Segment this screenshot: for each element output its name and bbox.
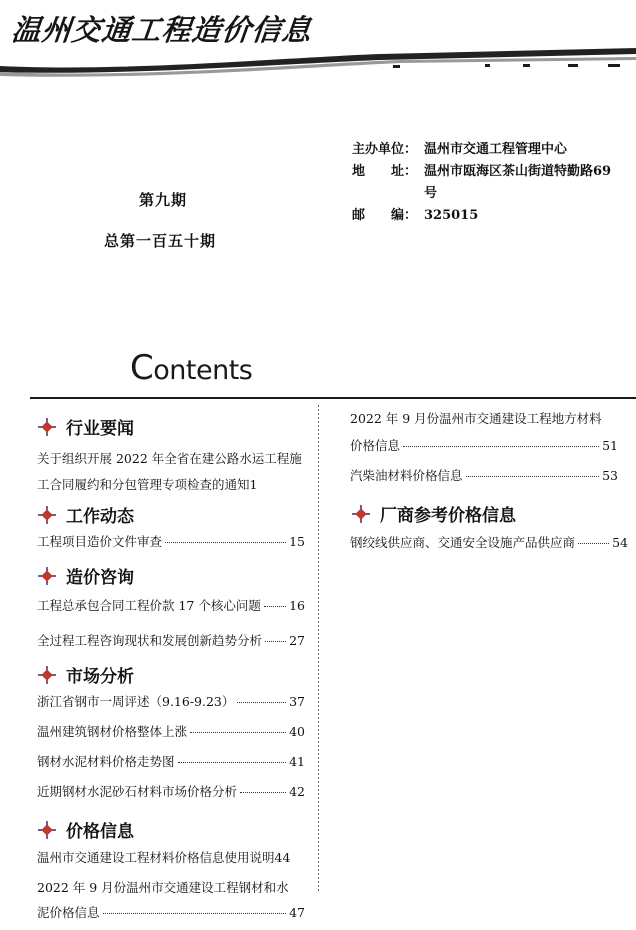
toc-entry[interactable]	[350, 535, 628, 551]
host-label: 主办单位：	[352, 142, 418, 157]
section-vendor	[352, 501, 516, 526]
column-divider	[318, 405, 319, 893]
toc-text: 关于组织开展 2022 年全省在建公路水运工程施工合同履约和分包管理专项检查的通知1	[37, 451, 302, 492]
toc-entry[interactable]	[37, 784, 305, 800]
toc-page: 54	[612, 535, 628, 550]
toc-entry[interactable]	[37, 534, 305, 550]
toc-text: 工程项目造价文件审查	[37, 534, 163, 549]
issue-total: 总第一百五十期	[104, 232, 217, 250]
decor-dash	[608, 64, 620, 67]
contents-first-letter: C	[130, 348, 154, 388]
toc-page: 27	[289, 633, 305, 648]
toc-text: 温州市交通建设工程材料价格信息使用说明44	[37, 850, 291, 865]
section-title: 造价咨询	[66, 568, 134, 588]
toc-entry[interactable]	[37, 633, 305, 649]
toc-text: 价格信息	[350, 438, 401, 453]
cross-icon	[352, 505, 370, 523]
postcode-value: 325015	[424, 208, 479, 223]
toc-entry[interactable]	[37, 446, 307, 498]
section-title: 工作动态	[66, 507, 134, 527]
contents-rule	[30, 397, 636, 399]
toc-entry[interactable]	[350, 438, 618, 454]
cross-icon	[38, 821, 56, 839]
issue-number: 第九期	[139, 191, 188, 209]
section-work	[38, 502, 134, 527]
section-consult	[38, 563, 134, 588]
toc-entry[interactable]	[37, 850, 312, 866]
cross-icon	[38, 418, 56, 436]
toc-page: 41	[289, 754, 305, 769]
toc-text: 温州建筑钢材价格整体上涨	[37, 724, 188, 739]
toc-entry[interactable]	[37, 724, 305, 740]
section-title: 厂商参考价格信息	[380, 506, 516, 526]
section-title: 市场分析	[66, 667, 134, 687]
toc-entry[interactable]	[350, 411, 618, 427]
decor-dash	[523, 64, 530, 67]
contents-rest: ontents	[153, 355, 253, 386]
cross-icon	[38, 666, 56, 684]
toc-text: 2022 年 9 月份温州市交通建设工程钢材和水	[37, 880, 289, 895]
decor-dash	[393, 65, 400, 68]
toc-text: 泥价格信息	[37, 905, 100, 920]
section-market	[38, 662, 134, 687]
masthead-swoosh	[0, 0, 636, 80]
toc-page: 47	[289, 905, 305, 920]
address-label: 地 址：	[352, 164, 418, 179]
cross-icon	[38, 506, 56, 524]
toc-text: 近期钢材水泥砂石材料市场价格分析	[37, 784, 238, 799]
toc-text: 2022 年 9 月份温州市交通建设工程地方材料	[350, 411, 602, 426]
toc-text: 钢材水泥材料价格走势图	[37, 754, 175, 769]
section-industry	[38, 414, 134, 439]
cross-icon	[38, 567, 56, 585]
toc-text: 全过程工程咨询现状和发展创新趋势分析	[37, 633, 263, 648]
host-value: 温州市交通工程管理中心	[424, 142, 568, 157]
contents-heading	[130, 348, 252, 388]
section-title: 行业要闻	[66, 419, 134, 439]
section-price	[38, 817, 134, 842]
toc-entry[interactable]	[37, 694, 305, 710]
address-value: 温州市瓯海区茶山街道特勤路69号	[424, 164, 612, 201]
toc-entry[interactable]	[37, 598, 305, 614]
toc-page: 37	[289, 694, 305, 709]
toc-entry[interactable]	[37, 905, 305, 921]
toc-entry[interactable]	[37, 754, 305, 770]
section-title: 价格信息	[66, 822, 134, 842]
decor-dash	[568, 64, 578, 67]
toc-page: 53	[602, 468, 618, 483]
toc-text: 工程总承包合同工程价款 17 个核心问题	[37, 598, 261, 613]
masthead-title: 温州交通工程造价信息	[10, 13, 314, 47]
toc-text: 浙江省钢市一周评述（9.16-9.23）	[37, 694, 235, 709]
toc-page: 15	[289, 534, 305, 549]
toc-entry[interactable]	[37, 880, 305, 896]
toc-page: 42	[289, 784, 305, 799]
toc-page: 16	[289, 598, 305, 613]
toc-page: 40	[289, 724, 305, 739]
postcode-label: 邮 编：	[352, 208, 418, 223]
toc-page: 51	[602, 438, 618, 453]
toc-text: 钢绞线供应商、交通安全设施产品供应商	[350, 535, 576, 550]
decor-dash	[485, 64, 490, 67]
toc-text: 汽柴油材料价格信息	[350, 468, 463, 483]
publisher-info	[352, 139, 624, 227]
toc-entry[interactable]	[350, 468, 618, 484]
